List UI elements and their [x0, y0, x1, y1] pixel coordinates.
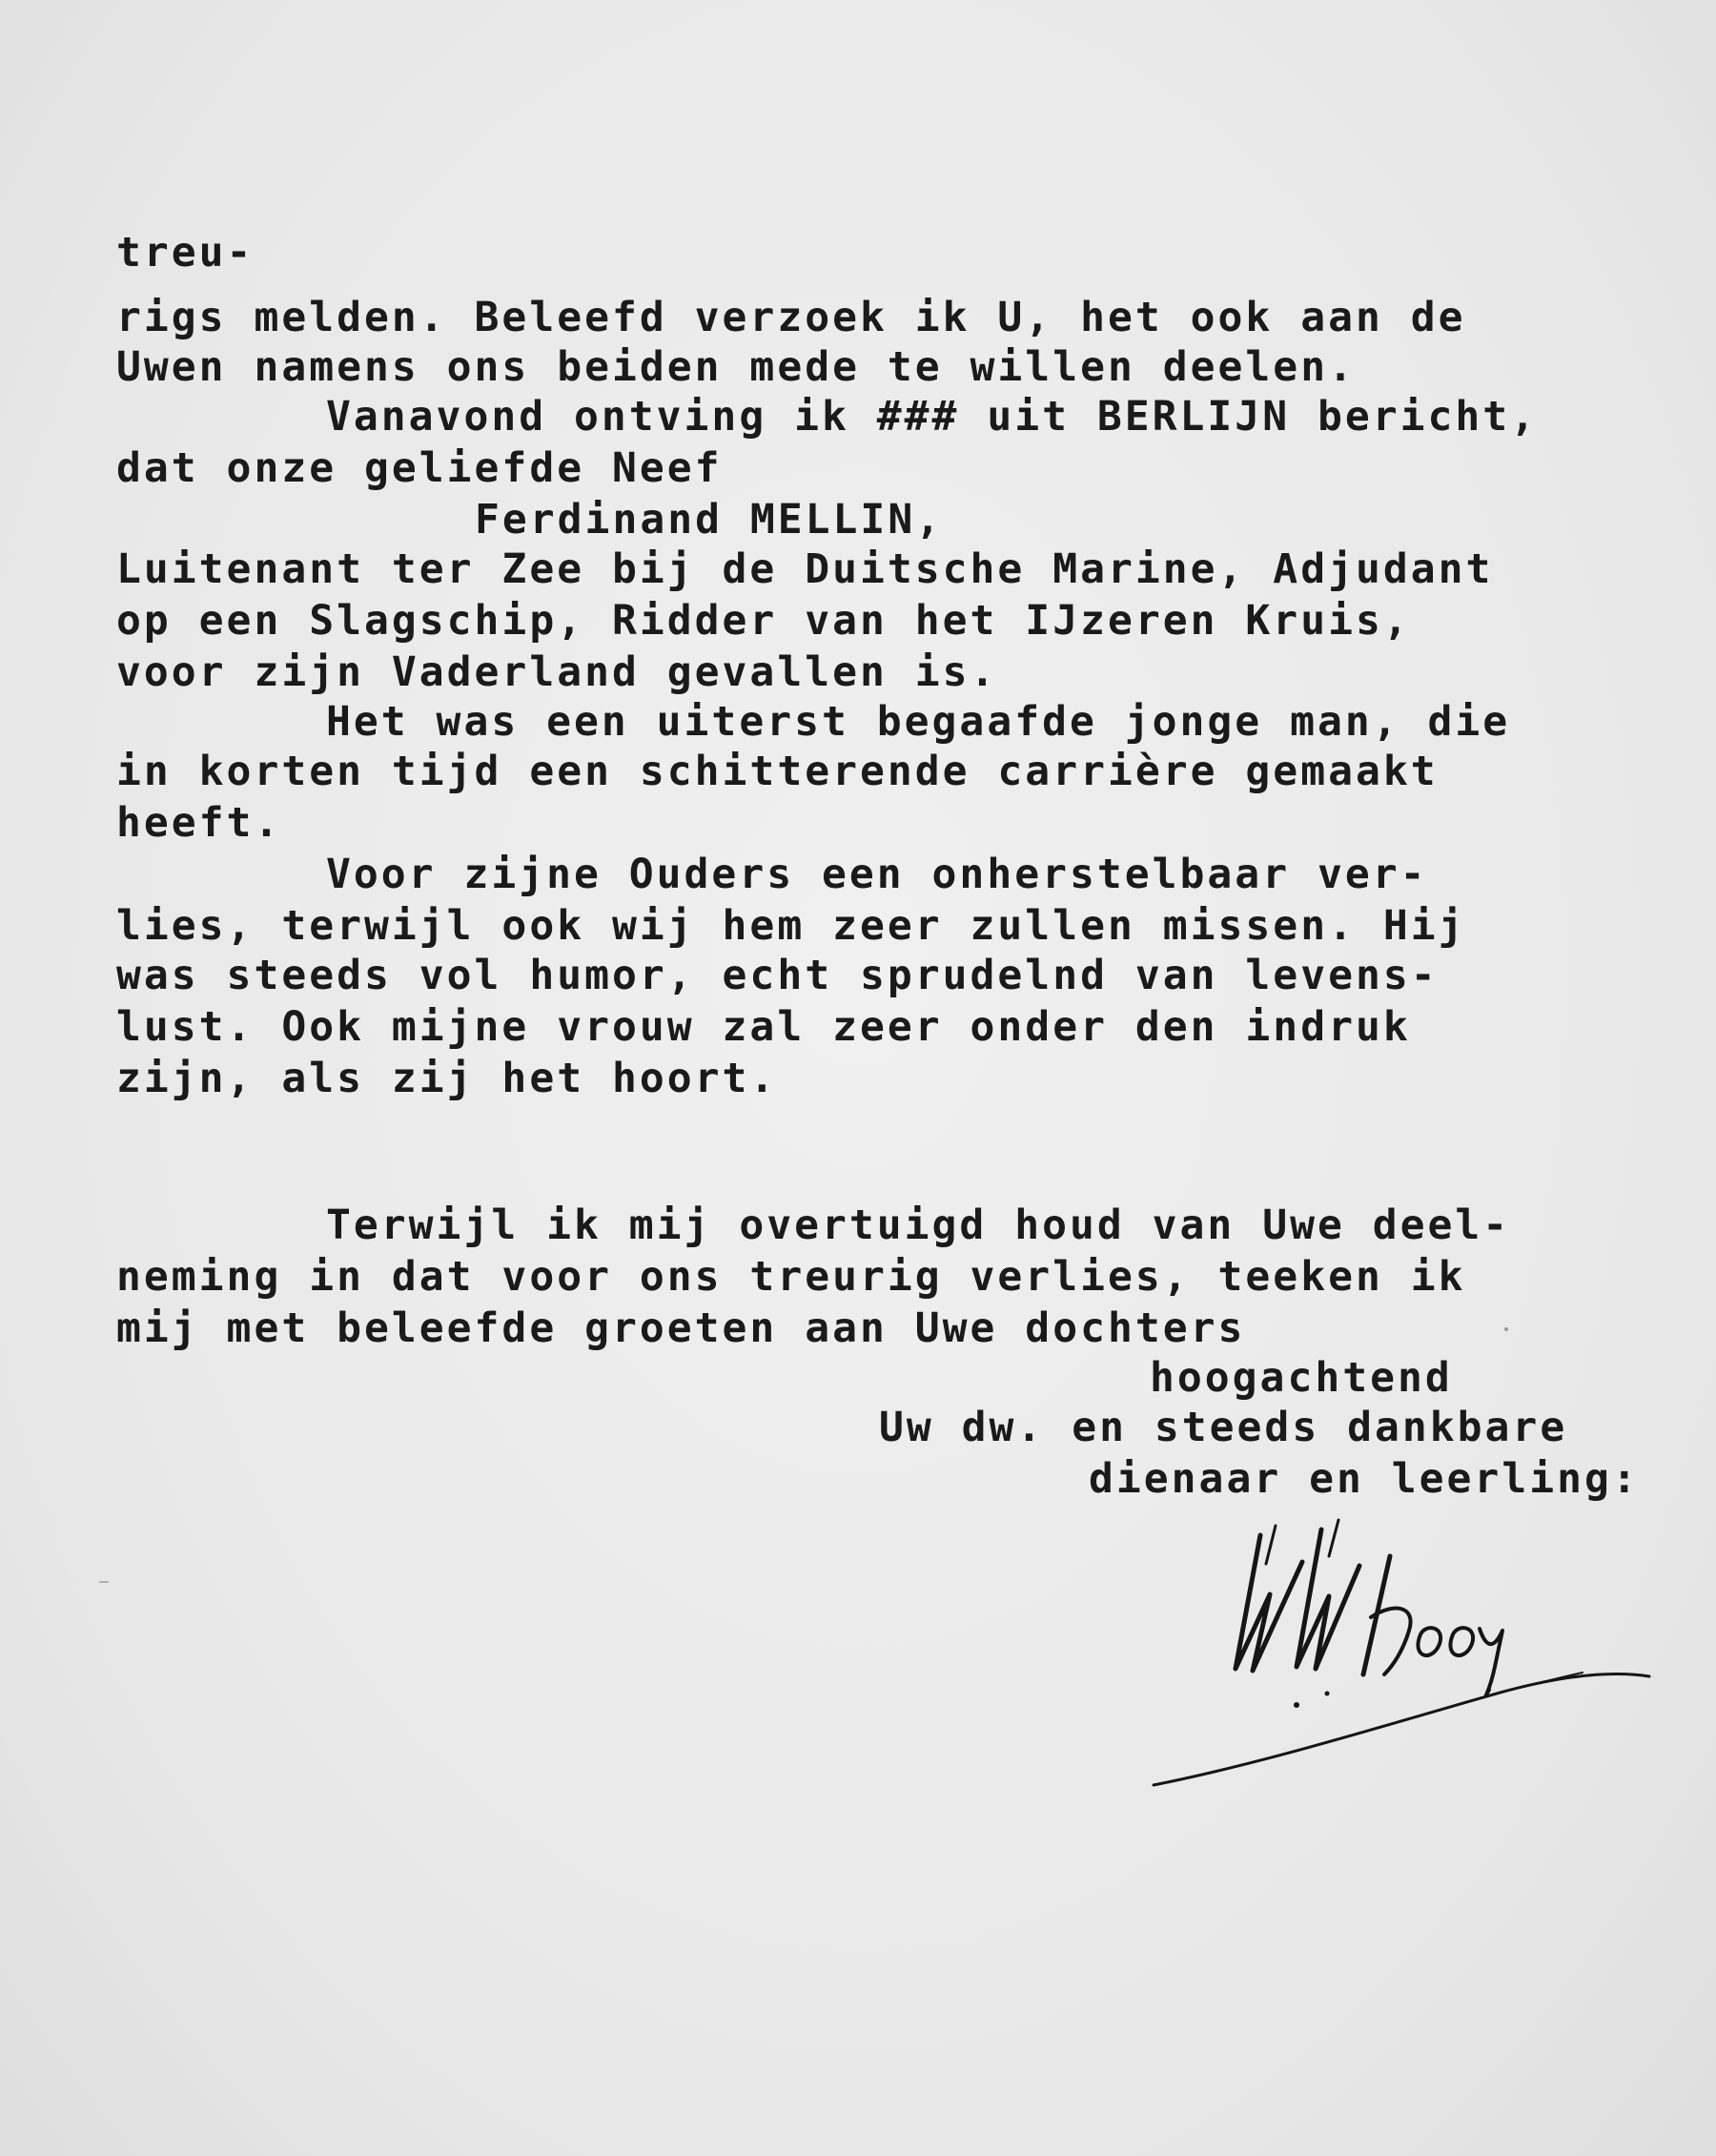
letter-line: Uwen namens ons beiden mede te willen deelen.: [116, 343, 1356, 391]
paper-speck: [99, 1581, 109, 1583]
letter-line: Luitenant ter Zee bij de Duitsche Marine, Adjudant: [116, 545, 1494, 593]
letter-line: zijn, als zij het hoort.: [116, 1055, 778, 1102]
letter-line: treu-: [116, 229, 255, 277]
letter-line: lies, terwijl ook wij hem zeer zullen missen. Hij: [116, 902, 1466, 950]
letter-line: voor zijn Vaderland gevallen is.: [116, 648, 998, 696]
letter-line: in korten tijd een schitterende carrière gemaakt: [116, 748, 1439, 795]
letter-line: mij met beleefde groeten aan Uwe dochters: [116, 1304, 1246, 1352]
letter-line: lust. Ook mijne vrouw zal zeer onder den indruk: [116, 1003, 1411, 1051]
letter-line: Terwijl ik mij overtuigd houd van Uwe deel-: [326, 1201, 1511, 1249]
letter-line: was steeds vol humor, echt sprudelnd van levens-: [116, 952, 1439, 999]
letter-line: Vanavond ontving ik ### uit BERLIJN bericht,: [326, 393, 1539, 441]
letter-line: neming in dat voor ons treurig verlies, teeken ik: [116, 1253, 1466, 1301]
letter-line: heeft.: [116, 799, 282, 847]
paper-speck: [1504, 1327, 1508, 1331]
letter-line: dat onze geliefde Neef: [116, 444, 723, 492]
letter-line: Ferdinand MELLIN,: [475, 496, 944, 544]
closing-line: Uw dw. en steeds dankbare: [879, 1404, 1568, 1451]
handwritten-signature: [1134, 1507, 1668, 1812]
letter-line: op een Slagschip, Ridder van het IJzeren Kruis,: [116, 597, 1411, 645]
letter-line: Voor zijne Ouders een onherstelbaar ver-: [326, 851, 1428, 898]
closing-line: dienaar en leerling:: [1089, 1455, 1640, 1503]
letter-line: rigs melden. Beleefd verzoek ik U, het ook aan de: [116, 294, 1466, 341]
letter-line: Het was een uiterst begaafde jonge man, die: [326, 698, 1511, 746]
closing-line: hoogachtend: [1150, 1354, 1453, 1402]
